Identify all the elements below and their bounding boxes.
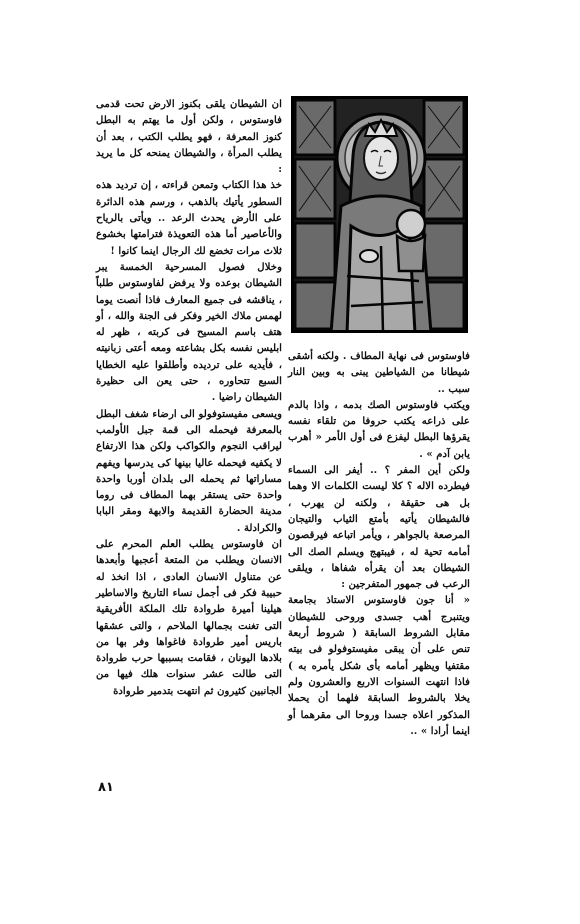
paragraph: وخلال فصول المسرحية الخمسة يبر الشيطان بوعده ولا يرفض لفاوستوس طلباً ، يناقشه فى جميع المعارف فاذا أنصت يوما لهمس ملاك الخير وفكر فى الجنة والله ، أو هتف باسم المسيح فى كربته ، ظهر له ابليس نفسه بكل بشاعته ومعه أعتى زبانيته ، فأيديه على ترديده وأطلقوا عليه الخطايا السبع تتحاوره ، حتى يعن الى حظيرة الشيطان راضيا . [96, 260, 282, 404]
page-number: ٨١ [98, 780, 114, 795]
paragraph: ولكن أين المفر ؟ .. أيفر الى السماء فيطرده الاله ؟ كلا ليست الكلمات الا وهما بل هى حقيقة ، ولكنه لن يهرب ، فالشيطان يأتيه بأمتع الثياب والتيجان المرصعة بالجواهر ، ويأمر اتباعه فيرقصون أمامه تحية له ، فيبتهج ويسلم الصك الى الشيطان بعد أن يقرأه شفاها ، ويلقى الرعب فى جمهور المتفرجين : [288, 464, 470, 591]
paragraph: خذ هذا الكتاب وتمعن قراءته ، إن ترديد هذه السطور يأتيك بالذهب ، ورسم هذه الدائرة على الأرض يحدث الرعد .. ويأتى بالرياح والأعاصير أما هذه التعويذة فترامتها بخشوع ثلاث مرات تخضع لك الرجال اينما كانوا ! [96, 179, 282, 257]
paragraph: ويكتب فاوستوس الصك بدمه ، واذا بالدم على ذراعه يكتب حروفا من تلقاء نفسه يقرؤها البطل ليفزع فى أول الأمر « أهرب يابن آدم » . [288, 398, 470, 460]
stained-glass-madonna-image [291, 96, 468, 333]
paragraph: « أنا جون فاوستوس الاستاذ بجامعة ويتنبرج أهب جسدى وروحى للشيطان مقابل الشروط السابقة ( شروط أربعة تنص على أن يبقى مفيستوفولو فى بيته مقتفيا ويظهر أمامه بأى شكل يأمره به ) فاذا انتهت السنوات الاربع والعشرون ولم يخلا بالشروط السابقة فلهما أن يحملا المذكور اعلاه جسدا وروحا الى مقرهما أو اينما أرادا » .. [288, 594, 470, 737]
paragraph: ويسعى مفيستوفولو الى ارضاء شغف البطل بالمعرفة فيحمله الى قمة جبل الأولمب ليراقب النجوم والكواكب ولكن هذا الارتفاع لا يكفيه فيحمله عاليا بينها كى يدرسها ويفهم مساراتها ثم يحمله الى بلدان أوربا واحدة واحدة حتى يستقر بهما المطاف فى روما مدينة الحضارة القديمة والابهة ومقر البابا والكرادلة . [96, 407, 282, 534]
paragraph: ان الشيطان يلقى بكنوز الارض تحت قدمى فاوستوس ، ولكن أول ما يهتم به البطل كنوز المعرفة ، فهو يطلب الكتب ، بعد أن يطلب المرأة ، والشيطان يمنحه كل ما يريد : [96, 98, 282, 176]
right-text-column [288, 348, 470, 739]
paragraph: ان فاوستوس يطلب العلم المحرم على الانسان ويطلب من المتعة أعجبها وأبعدها عن متناول الانسان العادى ، اذا انخذ له حبيبة فكر فى أجمل نساء التاريخ والاساطير هيلينا أميرة طروادة تلك الملكة الأفريقية التى تغنت بجمالها الملاحم ، والتى عشقها باريس أمير طروادة فاغواها وفر بها من بلادها اليونان ، فقامت بسببها حرب طروادة التى طالت عشر سنوات هلك فيها من الجانبين كثيرون ثم انتهت بتدمير طروادة [96, 538, 282, 697]
stained-glass-illustration [291, 96, 468, 333]
paragraph: فاوستوس فى نهاية المطاف . ولكنه أشقى شيطانا من الشياطين يبنى به وبين النار سبب .. [288, 350, 470, 395]
left-text-column [96, 96, 282, 699]
